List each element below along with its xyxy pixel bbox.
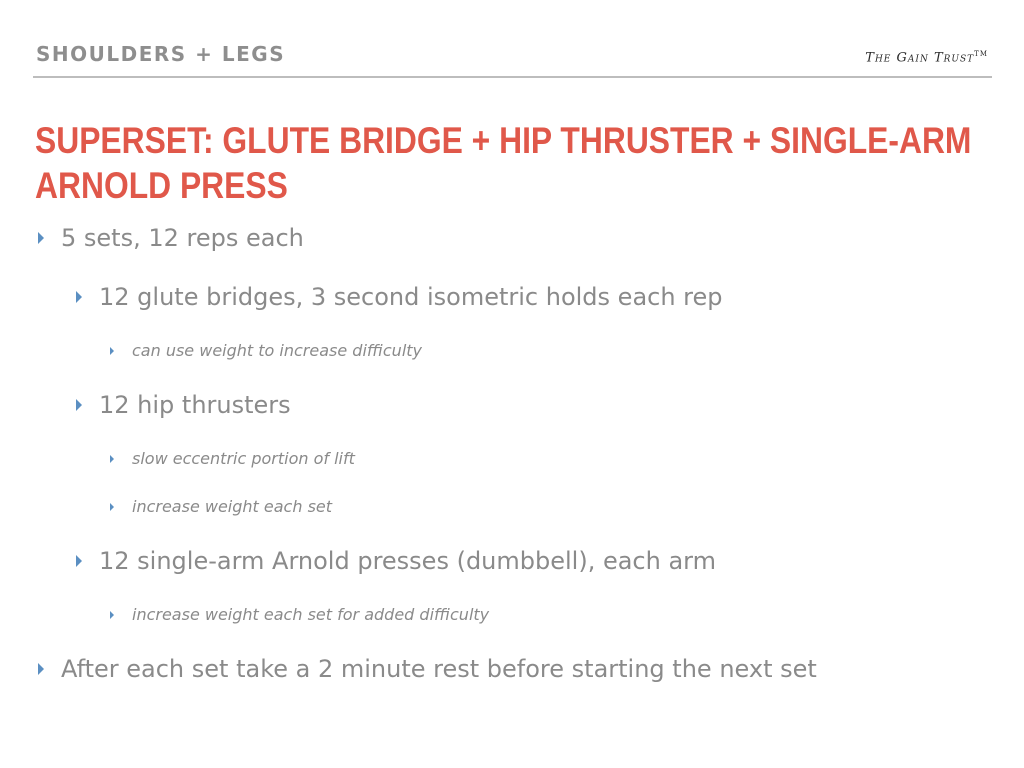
bullet-arrow-icon	[76, 555, 82, 567]
bullet-arrow-icon	[76, 399, 82, 411]
bullet-rest	[38, 655, 817, 683]
bullet-arrow-icon	[110, 611, 114, 619]
bullet-text: 12 hip thrusters	[99, 391, 291, 419]
bullet-text: slow eccentric portion of lift	[132, 449, 355, 468]
brand-trademark: TM	[974, 50, 988, 58]
bullet-sets-reps	[38, 224, 304, 252]
brand-name: The Gain Trust	[865, 50, 975, 66]
bullet-text: 12 single-arm Arnold presses (dumbbell), each arm	[99, 547, 716, 575]
bullet-arrow-icon	[76, 291, 82, 303]
bullet-arrow-icon	[110, 347, 114, 355]
bullet-hip-note-2	[110, 497, 332, 516]
bullet-arrow-icon	[110, 455, 114, 463]
bullet-arnold-press	[76, 547, 716, 575]
bullet-arrow-icon	[38, 232, 44, 244]
bullet-hip-note-1	[110, 449, 355, 468]
bullet-text: increase weight each set for added difficulty	[132, 605, 490, 624]
bullet-glute-note	[110, 341, 422, 360]
bullet-text: 12 glute bridges, 3 second isometric holds each rep	[99, 283, 723, 311]
bullet-hip-thrusters	[76, 391, 291, 419]
section-label: SHOULDERS + LEGS	[36, 42, 286, 66]
bullet-arnold-note	[110, 605, 489, 624]
bullet-arrow-icon	[110, 503, 114, 511]
bullet-text: can use weight to increase difficulty	[132, 341, 423, 360]
slide-title: SUPERSET: GLUTE BRIDGE + HIP THRUSTER + SINGLE-ARM ARNOLD PRESS	[35, 120, 972, 206]
bullet-arrow-icon	[38, 663, 44, 675]
bullet-text: increase weight each set	[132, 497, 333, 516]
bullet-glute-bridges	[76, 283, 723, 311]
bullet-text: 5 sets, 12 reps each	[61, 224, 304, 252]
bullet-text: After each set take a 2 minute rest before starting the next set	[61, 655, 817, 683]
